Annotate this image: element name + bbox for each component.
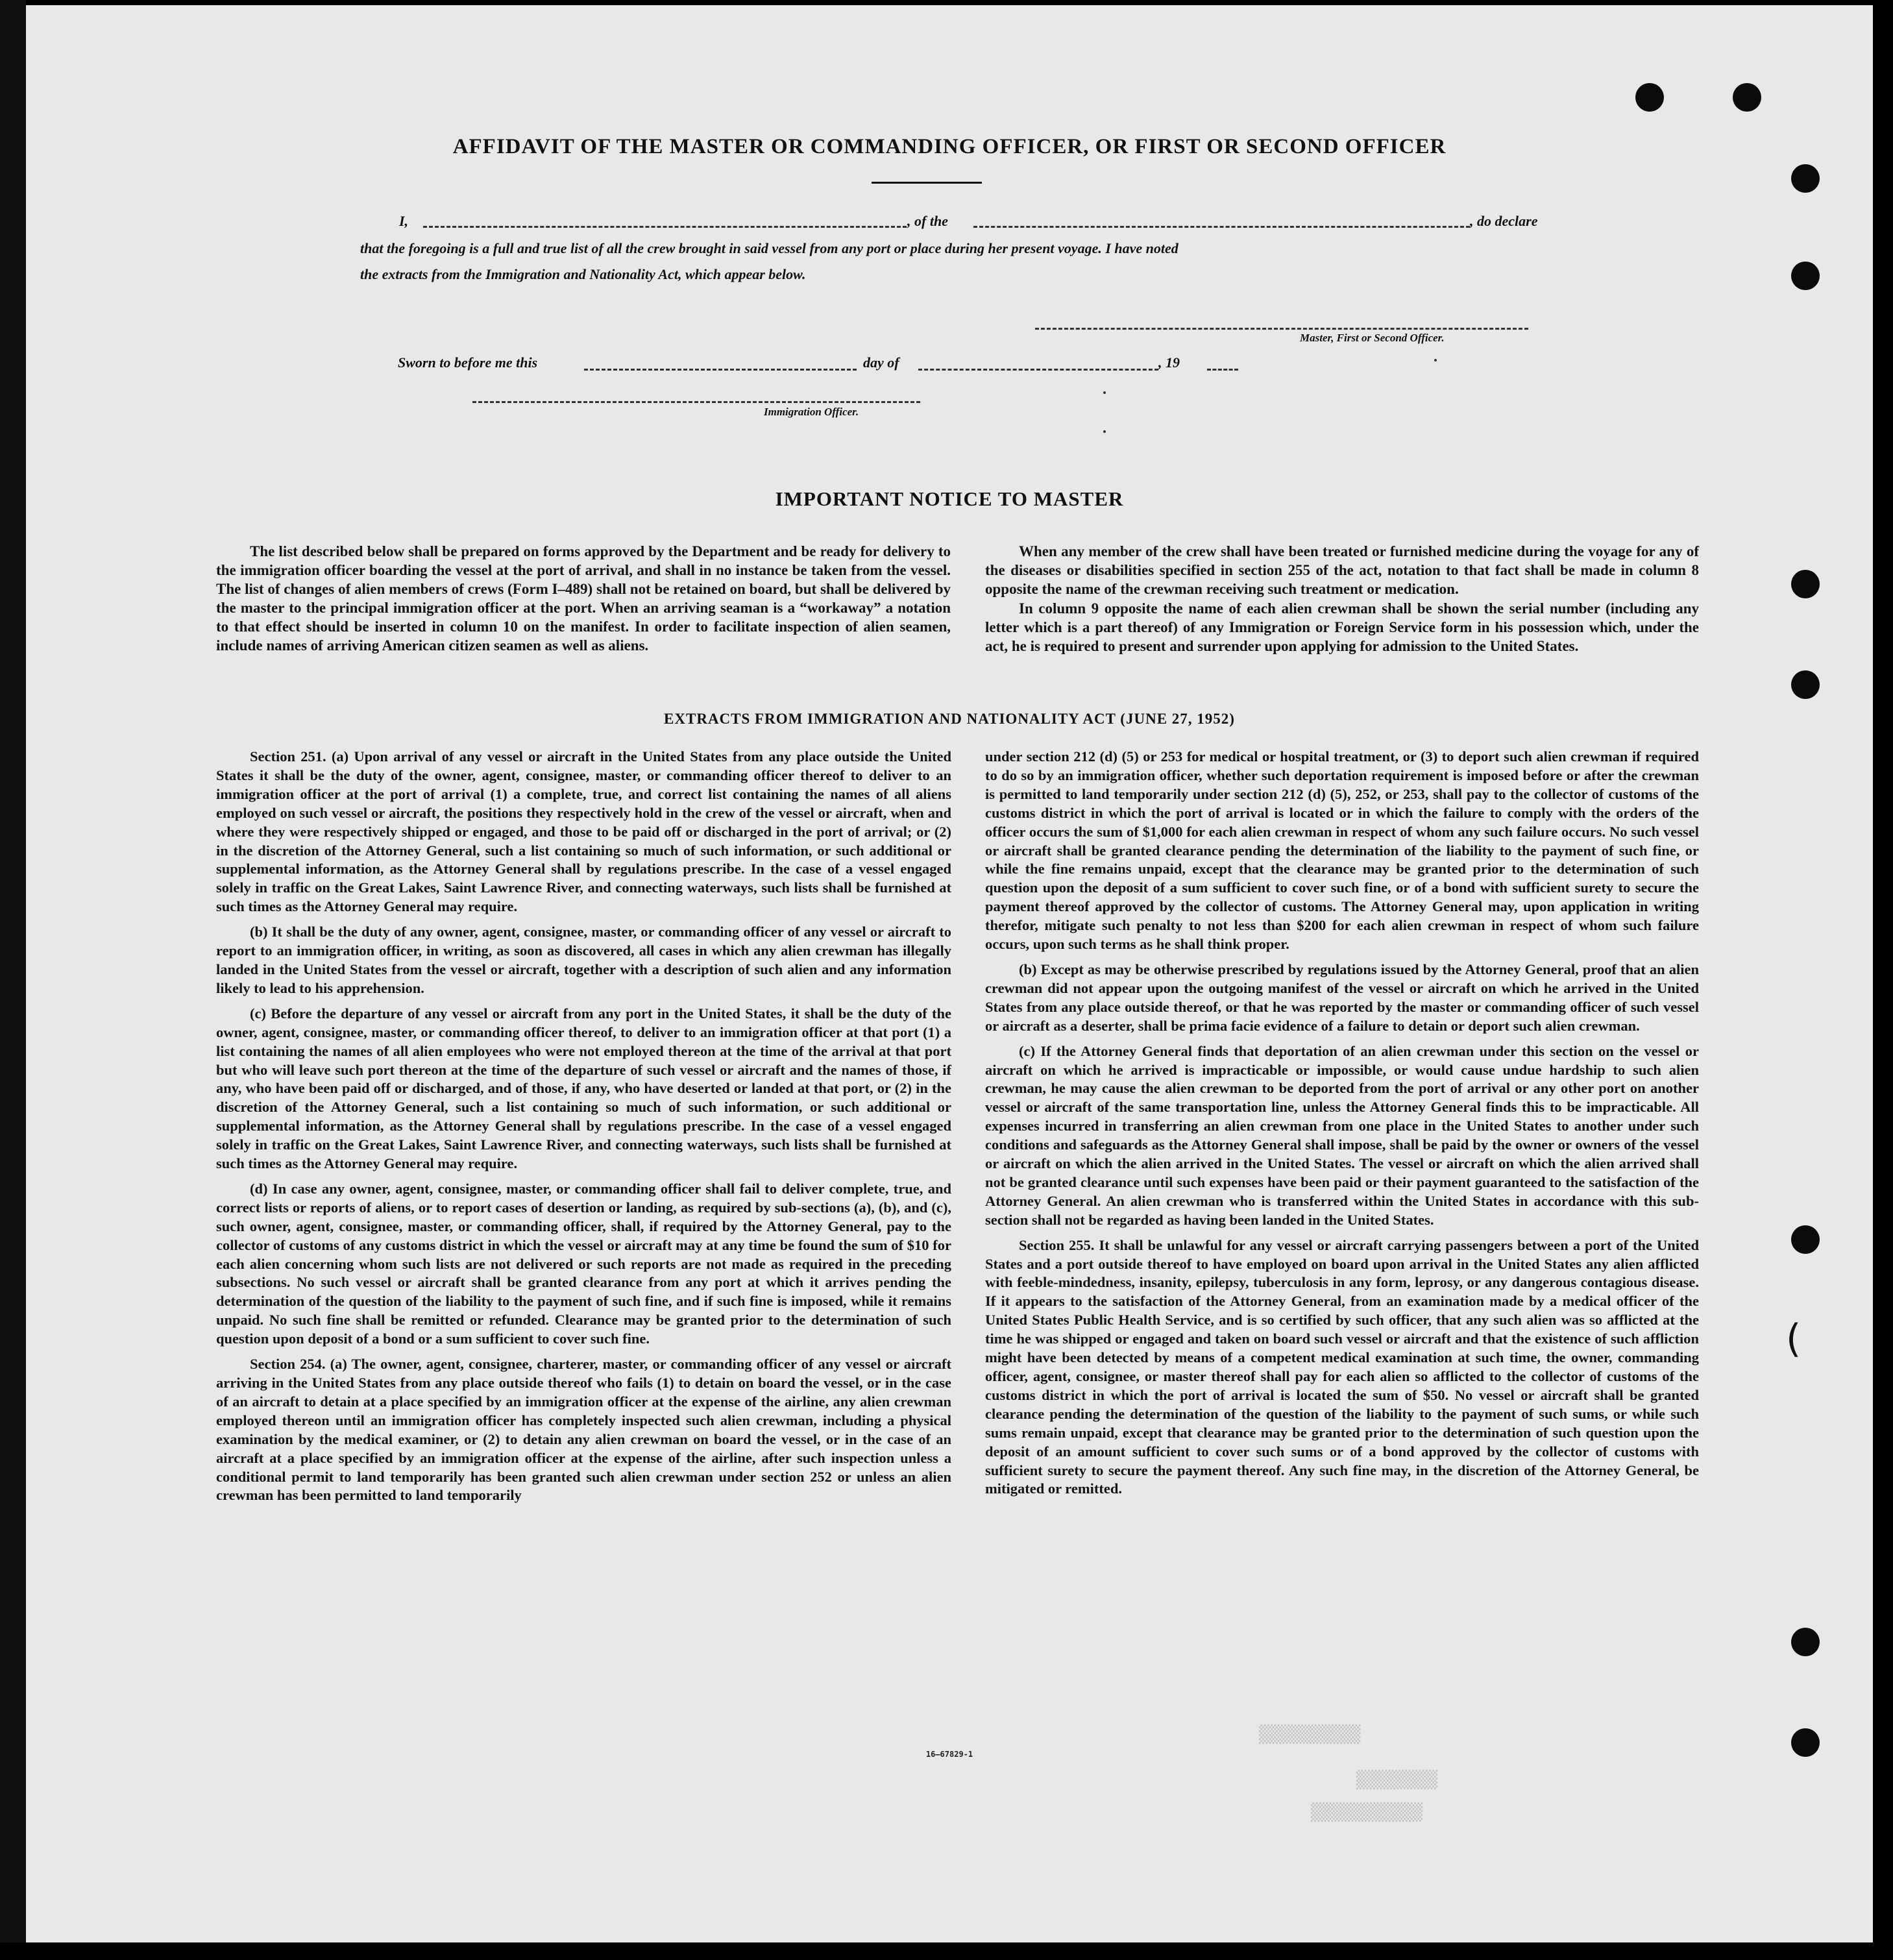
master-signature-label: Master, First or Second Officer. <box>1300 332 1445 344</box>
officer-signature-label: Immigration Officer. <box>764 406 859 418</box>
bleed-through-mark: ▒▒▒▒▒▒▒▒▒▒ <box>1259 1725 1361 1745</box>
bleed-through-mark: ▒▒▒▒▒▒▒▒▒▒▒ <box>1311 1803 1423 1822</box>
extracts-left-column <box>216 748 951 1505</box>
title-underline <box>872 182 982 184</box>
scan-border-bottom <box>0 1942 1893 1960</box>
document-page <box>26 5 1873 1942</box>
extract-paragraph: Section 255. It shall be unlawful for any vessel or aircraft carrying passengers between a port of the United States and a port outside thereof to have employed on board upon arrival in the United States any alien afflicted with feeble-mindedness, insanity, epilepsy, tuberculosis in any form, leprosy, or any dangerous contagious disease. If it appears to the satisfaction of the Attorney General, from an examination made by a medical officer of the United States Public Health Service, and is so certified by such officer, that any such alien was so afflicted at the time he was shipped or engaged and taken on board such vessel or aircraft and that the existence of such affliction might have been detected by means of a competent medical examination at such time, the owner, commanding officer, agent, consignee, or master thereof shall pay for each alien so afflicted to the collector of customs of the customs district in which the port of arrival is located the sum of $50. No vessel or aircraft shall be granted clearance pending the determination of the question of the liability to the payment of such sums, or while such sums remain unpaid, except that clearance may be granted prior to the determination of such question upon the deposit of an amount sufficient to cover such sums or of a bond approved by the collector of customs with sufficient surety to secure the payment thereof. Any such fine may, in the discretion of the Attorney General, be mitigated or remitted. <box>985 1236 1699 1497</box>
notice-title: IMPORTANT NOTICE TO MASTER <box>775 487 1124 510</box>
notice-paragraph: The list described below shall be prepared on forms approved by the Department and be ready for delivery to the immigration officer boarding the vessel at the port of arrival, and shall in no instance be taken from the vessel. The list of changes of alien members of crews (Form I–489) shall not be retained on board, but shall be delivered by the master to the principal immigration officer at the port. When an arriving seaman is a “workaway” a notation to that effect should be inserted in column 10 on the manifest. In order to facilitate inspection of alien seamen, include names of arriving American citizen seamen as well as aliens. <box>216 543 951 654</box>
of-the-label: , of the <box>907 213 948 229</box>
extract-paragraph: (b) Except as may be otherwise prescribed by regulations issued by the Attorney General, proof that an alien crewman did not appear upon the outgoing manifest of the vessel or aircraft on which he arrived in the United States from any place outside thereof, or that he was reported by the master or commanding officer of such vessel or aircraft as a deserter, shall be prima facie evidence of a failure to detain or deport such alien crewman. <box>985 961 1699 1034</box>
binder-hole-icon <box>1791 570 1820 598</box>
binder-hole-icon <box>1791 1225 1820 1254</box>
declaration-line-1: that the foregoing is a full and true list of all the crew brought in said vessel from any port or place during her present voyage. I have noted <box>360 240 1179 256</box>
officer-signature-field[interactable] <box>472 401 920 403</box>
declaration-line-2: the extracts from the Immigration and Nationality Act, which appear below. <box>360 266 806 282</box>
form-code: 16—67829-1 <box>925 1750 973 1759</box>
extracts-title: EXTRACTS FROM IMMIGRATION AND NATIONALITY ACT (JUNE 27, 1952) <box>664 711 1235 727</box>
torn-hole-icon: ( <box>1786 1316 1801 1362</box>
do-declare-label: , do declare <box>1470 213 1538 229</box>
vessel-field[interactable] <box>973 226 1470 228</box>
i-label: I, <box>399 213 409 229</box>
extract-paragraph: (c) Before the departure of any vessel or aircraft from any port in the United States, it shall be the duty of the owner, agent, consignee, master, or commanding officer thereof, to deliver to an immigration officer at that port (1) a list containing the names of all alien employees who were not employed thereon at the time of the arrival at that port but who will leave such port thereon at the time of the departure of such vessel or aircraft and the names of those, if any, who have been paid off or discharged, and of those, if any, who have deserted or landed at that port, or (2) in the discretion of the Attorney General, such a list containing so much of such information, or such additional or supplemental information, as the Attorney General shall by regulations prescribe. In the case of a vessel engaged solely in traffic on the Great Lakes, Saint Lawrence River, and connecting waterways, such lists shall be furnished at such times as the Attorney General may require. <box>216 1005 951 1172</box>
binder-hole-icon <box>1791 670 1820 699</box>
notice-paragraph: In column 9 opposite the name of each alien crewman shall be shown the serial number (including any letter which is a part thereof) of any Immigration or Foreign Service form in his possession which, under the act, he is required to present and surrender upon applying for admission to the United States. <box>985 600 1699 654</box>
day-of-label: day of <box>863 354 899 371</box>
notice-paragraph: When any member of the crew shall have been treated or furnished medicine during the voyage for any of the diseases or disabilities specified in section 255 of the act, notation to that fact shall be made in column 8 opposite the name of the crewman receiving such treatment or medication. <box>985 543 1699 597</box>
binder-hole-icon <box>1791 164 1820 193</box>
extract-paragraph: Section 251. (a) Upon arrival of any vessel or aircraft in the United States from any place outside the United States it shall be the duty of the owner, agent, consignee, master, or commanding officer thereof to deliver to an immigration officer at the port of arrival (1) a complete, true, and correct list containing the names of all aliens employed on such vessel or aircraft, the positions they respectively hold in the crew of the vessel or aircraft, when and where they were respectively shipped or engaged, and those to be paid off or discharged in the port of arrival; or (2) in the discretion of the Attorney General, such a list containing so much of such information, or such additional or supplemental information, as the Attorney General shall by regulations prescribe. In the case of a vessel engaged solely in traffic on the Great Lakes, Saint Lawrence River, and connecting waterways, such lists shall be furnished at such times as the Attorney General may require. <box>216 748 951 915</box>
extract-paragraph: under section 212 (d) (5) or 253 for medical or hospital treatment, or (3) to deport such alien crewman if required to do so by an immigration officer, whether such deportation requirement is imposed before or after the crewman is permitted to land temporarily under section 212 (d) (5), 252, or 253, shall pay to the collector of customs of the customs district in which the port of arrival is located or in which the failure to comply with the orders of the officer occurs the sum of $1,000 for each alien crewman in respect of whom any such failure occurs. No such vessel or aircraft shall be granted clearance pending the determination of the liability to the payment of such fine, or while the fine remains unpaid, except that the clearance may be granted prior to the determination of such question upon the deposit of a sum sufficient to cover such fine, or of a bond with sufficient surety to secure the payment thereof approved by the collector of customs. The Attorney General may, upon application in writing therefor, mitigate such penalty to not less than $200 for each alien crewman in respect of whom such failure occurs, upon such terms as he shall think proper. <box>985 748 1699 953</box>
binder-hole-icon <box>1635 83 1664 112</box>
extract-paragraph: (c) If the Attorney General finds that deportation of an alien crewman under this section on the vessel or aircraft on which he arrived is impracticable or impossible, or would cause undue hardship to such alien crewman, he may cause the alien crewman to be deported from the port of arrival or any other port on another vessel or aircraft of the same transportation line, unless the Attorney General finds this to be impracticable. All expenses incurred in transferring an alien crewman from one place in the United States to another under such conditions and safeguards as the Attorney General shall impose, shall be paid by the owner or owners of the vessel or aircraft on which the alien arrived in the United States. The vessel or aircraft on which the alien arrived shall not be granted clearance until such expenses have been paid or their payment guaranteed to the satisfaction of the Attorney General. An alien crewman who is transferred within the United States in accordance with this sub-section shall not be regarded as having been landed in the United States. <box>985 1042 1699 1228</box>
sworn-label: Sworn to before me this <box>398 354 538 371</box>
binder-hole-icon <box>1733 83 1761 112</box>
notice-right-column <box>985 542 1699 655</box>
sworn-year-field[interactable] <box>1207 369 1238 371</box>
scan-speck <box>1434 359 1437 361</box>
extracts-right-column <box>985 748 1699 1499</box>
notice-left-column <box>216 542 951 655</box>
affidavit-title: AFFIDAVIT OF THE MASTER OR COMMANDING OFFICER, OR FIRST OR SECOND OFFICER <box>452 135 1447 158</box>
scan-border-left <box>0 0 26 1960</box>
scan-speck <box>1103 430 1106 433</box>
scan-speck <box>1103 391 1106 394</box>
sworn-day-field[interactable] <box>584 369 857 371</box>
binder-hole-icon <box>1791 262 1820 290</box>
bleed-through-mark: ▒▒▒▒▒▒▒▒ <box>1356 1770 1438 1790</box>
binder-hole-icon <box>1791 1628 1820 1656</box>
sworn-month-field[interactable] <box>918 369 1158 371</box>
extract-paragraph: (b) It shall be the duty of any owner, agent, consignee, master, or commanding officer of any vessel or aircraft to report to an immigration officer, in writing, as soon as discovered, all cases in which any alien crewman has illegally landed in the United States from the vessel or aircraft, together with a description of such alien and any information likely to lead to his apprehension. <box>216 924 951 996</box>
extract-paragraph: Section 254. (a) The owner, agent, consignee, charterer, master, or commanding officer of any vessel or aircraft arriving in the United States from any place outside thereof who fails (1) to detain on board the vessel, or in the case of an aircraft to detain at a place specified by an immigration officer at the expense of the airline, any alien crewman employed thereon until an immigration officer has completely inspected such alien crewman, including a physical examination by the medical examiner, or (2) to detain any alien crewman on board the vessel, or in the case of an aircraft at a place specified by an immigration officer at the expense of the airline, after such inspection unless a conditional permit to land temporarily has been granted such alien crewman under section 252 or unless an alien crewman has been permitted to land temporarily <box>216 1356 951 1504</box>
name-field[interactable] <box>423 226 907 228</box>
master-signature-field[interactable] <box>1035 328 1528 330</box>
year-label: , 19 <box>1158 354 1180 371</box>
extract-paragraph: (d) In case any owner, agent, consignee, master, or commanding officer shall fail to deliver complete, true, and correct lists or reports of aliens, or to report cases of desertion or landing, as required by sub-sections (a), (b), and (c), such owner, agent, consignee, master, or commanding officer, shall, if required by the Attorney General, pay to the collector of customs of any customs district in which the vessel or aircraft may at any time be found the sum of $10 for each alien concerning whom such lists are not delivered or such reports are not made as required in the preceding subsections. No such vessel or aircraft shall be granted clearance from any port at which it arrives pending the determination of the question of the liability to the payment of such fine, and if such fine is imposed, while it remains unpaid. No such fine shall be remitted or refunded. Clearance may be granted prior to the determination of such question upon deposit of a bond or a sum sufficient to cover such fine. <box>216 1180 951 1347</box>
